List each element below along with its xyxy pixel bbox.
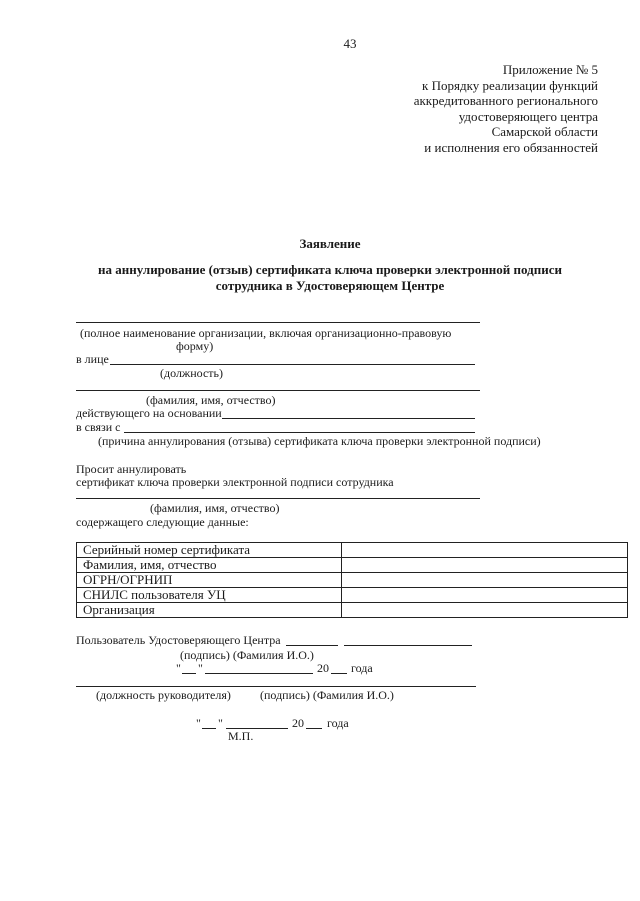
page-number: 43	[343, 36, 357, 51]
organization-name-line[interactable]	[76, 322, 480, 323]
user-date-year-prefix: 20	[317, 661, 329, 675]
in-person-label: в лице	[76, 352, 109, 366]
appendix-line-1: Приложение № 5	[502, 62, 598, 77]
certificate-data-table	[76, 542, 628, 618]
basis-label: действующего на основании	[76, 406, 222, 420]
organization-label: Организация	[77, 603, 342, 618]
appendix-block	[414, 62, 598, 155]
organization-hint-1: (полное наименование организации, включая организационно-правовую	[80, 326, 452, 340]
organization-hint-2: форму)	[176, 339, 214, 353]
reason-line[interactable]	[124, 432, 475, 433]
contains-label: содержащего следующие данные:	[76, 515, 249, 529]
head-date-quote-close: "	[218, 716, 223, 730]
user-name-line[interactable]	[344, 645, 472, 646]
appendix-line-3: аккредитованного регионального	[413, 93, 598, 108]
document-subtitle-line-2: сотрудника в Удостоверяющем Центре	[215, 278, 445, 293]
request-line-2: сертификат ключа проверки электронной подписи сотрудника	[76, 475, 394, 489]
position-hint: (должность)	[160, 366, 223, 380]
head-date-year-suffix: года	[327, 716, 349, 730]
head-position-hint: (должность руководителя)	[96, 688, 231, 702]
user-signature-label: Пользователь Удостоверяющего Центра	[76, 633, 281, 647]
appendix-line-2: к Порядку реализации функций	[422, 77, 598, 93]
head-signature-hint: (подпись) (Фамилия И.О.)	[260, 688, 394, 702]
appendix-line-6: и исполнения его обязанностей	[424, 139, 598, 155]
fio-label: Фамилия, имя, отчество	[77, 558, 342, 573]
snils-value[interactable]	[342, 588, 628, 603]
in-person-position-line[interactable]	[110, 364, 475, 365]
user-date-day-line[interactable]	[182, 673, 196, 674]
table-row	[77, 558, 628, 573]
basis-line[interactable]	[222, 418, 475, 419]
organization-value[interactable]	[342, 603, 628, 618]
fio-hint: (фамилия, имя, отчество)	[146, 393, 276, 407]
stamp-label: М.П.	[228, 729, 254, 743]
user-date-year-line[interactable]	[331, 673, 347, 674]
table-row	[77, 603, 628, 618]
fio-value[interactable]	[342, 558, 628, 573]
table-row	[77, 573, 628, 588]
serial-number-value[interactable]	[342, 543, 628, 558]
user-date-quote-close: "	[198, 661, 203, 675]
user-signature-line[interactable]	[286, 645, 338, 646]
user-date-quote-open: "	[176, 661, 181, 675]
representative-fio-line[interactable]	[76, 390, 480, 391]
employee-fio-line[interactable]	[76, 498, 480, 499]
user-date-month-line[interactable]	[205, 673, 313, 674]
reason-hint: (причина аннулирования (отзыва) сертификата ключа проверки электронной подписи)	[98, 434, 541, 448]
table-row	[77, 543, 628, 558]
head-date-day-line[interactable]	[202, 728, 216, 729]
document-heading: Заявление	[299, 236, 361, 251]
ogrn-label: ОГРН/ОГРНИП	[77, 573, 342, 588]
head-date-year-prefix: 20	[292, 716, 304, 730]
head-date-quote-open: "	[196, 716, 201, 730]
appendix-line-4: удостоверяющего центра	[458, 108, 598, 124]
reason-label: в связи с	[76, 420, 121, 434]
table-row	[77, 588, 628, 603]
user-signature-hint: (подпись) (Фамилия И.О.)	[180, 648, 314, 662]
head-signature-line[interactable]	[76, 686, 476, 687]
user-date-year-suffix: года	[351, 661, 373, 675]
appendix-line-5: Самарской области	[491, 124, 598, 139]
document-subtitle-line-1: на аннулирование (отзыв) сертификата ключа проверки электронной подписи	[98, 262, 562, 277]
request-line-1: Просит аннулировать	[76, 462, 187, 476]
head-date-year-line[interactable]	[306, 728, 322, 729]
ogrn-value[interactable]	[342, 573, 628, 588]
employee-fio-hint: (фамилия, имя, отчество)	[150, 501, 280, 515]
snils-label: СНИЛС пользователя УЦ	[77, 588, 342, 603]
serial-number-label: Серийный номер сертификата	[77, 543, 342, 558]
